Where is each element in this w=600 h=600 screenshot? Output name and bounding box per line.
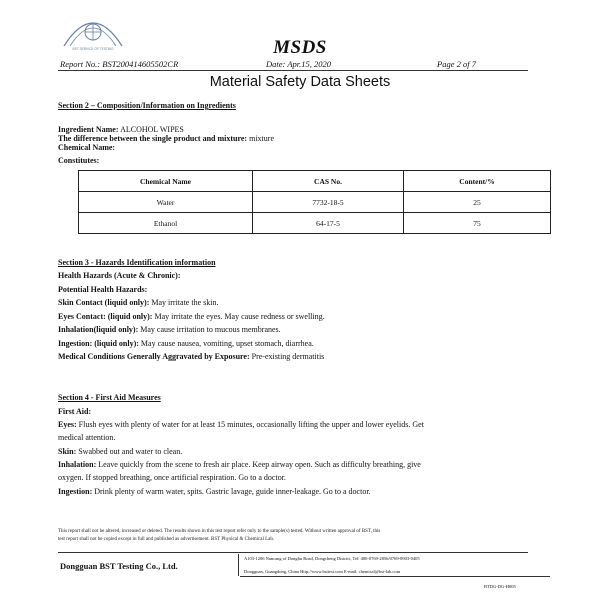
table-row [79, 192, 551, 213]
ingestion-aid-label: Ingestion: [58, 487, 93, 496]
section-3-heading: Section 3 - Hazards Identification information [58, 258, 216, 267]
medical-conditions-label: Medical Conditions Generally Aggravated by Exposure: [58, 352, 250, 361]
ingredient-value: ALCOHOL WIPES [118, 125, 184, 134]
skin-contact-text: May irritate the skin. [149, 298, 219, 307]
potential-hazards-label: Potential Health Hazards: [58, 285, 148, 294]
header-divider [58, 70, 528, 71]
ingredient-label: Ingredient Name: [58, 125, 119, 134]
skin-contact-line [58, 298, 218, 307]
table-cell: 25 [404, 192, 551, 213]
eyes-contact-line [58, 312, 325, 321]
footer-disclaimer: This report shall not be altered, increased or deleted. The results shown in this test report refer only to the sample(s) tested. Without written approval of BST, this [58, 529, 381, 534]
table-header: CAS No. [253, 171, 404, 192]
eyes-aid-text-cont: medical attention. [58, 433, 116, 442]
eyes-aid-line [58, 420, 424, 429]
skin-aid-line [58, 447, 182, 456]
composition-table [78, 170, 551, 234]
eyes-contact-label: Eyes Contact: (liquid only): [58, 312, 153, 321]
inhalation-line [58, 325, 281, 334]
table-cell: 7732-18-5 [253, 192, 404, 213]
difference-label: The difference between the single product and mixture: [58, 134, 248, 143]
first-aid-label: First Aid: [58, 407, 92, 416]
ingestion-aid-text: Drink plenty of warm water, spits. Gastric lavage, guide inner-leakage. Go to a doctor. [92, 487, 371, 496]
eyes-aid-text: Flush eyes with plenty of water for at least 15 minutes, occasionally lifting the upper and lower eyelids. Get [76, 420, 424, 429]
inhalation-aid-line [58, 460, 421, 469]
medical-conditions-line [58, 352, 324, 361]
footer-form-code: BTDG-DG-H005 [484, 584, 516, 589]
section-4-heading: Section 4 - First Aid Measures [58, 393, 161, 402]
table-cell: 64-17-5 [253, 213, 404, 234]
footer-address [244, 556, 564, 574]
inhalation-aid-label: Inhalation: [58, 460, 97, 469]
footer-vertical-divider [238, 554, 239, 576]
ingestion-label: Ingestion: (liquid only): [58, 339, 139, 348]
skin-contact-label: Skin Contact (liquid only): [58, 298, 150, 307]
footer-address-underline [240, 576, 550, 577]
inhalation-aid-text: Leave quickly from the scene to fresh air place. Keep airway open. Such as difficulty breathing, give [96, 460, 421, 469]
footer-company: Dongguan BST Testing Co., Ltd. [60, 561, 178, 571]
table-cell: 75 [404, 213, 551, 234]
eyes-contact-text: May irritate the eyes. May cause redness or swelling. [152, 312, 325, 321]
ingredient-name [58, 125, 184, 134]
inhalation-aid-text-cont: oxygen. If stopped breathing, once artificial respiration. Go to a doctor. [58, 473, 286, 482]
page-indicator: Page 2 of 7 [437, 59, 476, 69]
logo-text: BST SERVICE OF TESTING [72, 47, 114, 51]
ingestion-line [58, 339, 314, 348]
inhalation-label: Inhalation(liquid only): [58, 325, 139, 334]
document-title: Material Safety Data Sheets [209, 74, 391, 90]
table-cell: Ethanol [79, 213, 253, 234]
eyes-aid-label: Eyes: [58, 420, 77, 429]
ingestion-aid-line [58, 487, 371, 496]
health-hazards-label: Health Hazards (Acute & Chronic): [58, 271, 181, 280]
footer-address-line-1: A103-1206 Nancang of Donghu Road, Dongcheng District, Tel: 400-0769-2856/0769-8903-0405 [244, 556, 420, 561]
inhalation-text: May cause irritation to mucous membranes. [138, 325, 281, 334]
table-header: Content/% [404, 171, 551, 192]
footer-disclaimer-cont: test report shall not be copied except in full and published as advertisement. BST Physical & Chemical Lab. [58, 537, 275, 542]
medical-conditions-text: Pre-existing dermatitis [249, 352, 325, 361]
table-row [79, 213, 551, 234]
table-header-row [79, 171, 551, 192]
table-cell: Water [79, 192, 253, 213]
report-date: Date: Apr.15, 2020 [266, 59, 332, 69]
table-header: Chemical Name [79, 171, 253, 192]
difference-value: mixture [247, 134, 274, 143]
skin-aid-text: Swabbed out and water to clean. [76, 447, 183, 456]
report-number: Report No.: BST200414605502CR [60, 59, 179, 69]
skin-aid-label: Skin: [58, 447, 77, 456]
ingestion-text: May cause nausea, vomiting, upset stomach, diarrhea. [138, 339, 314, 348]
section-2-heading: Section 2 – Composition/Information on Ingredients [58, 101, 236, 110]
header-title: MSDS [273, 37, 327, 58]
difference-line [58, 134, 274, 143]
constitutes-label: Constitutes: [58, 156, 100, 165]
footer-address-line-2: Dongguan, Guangdong, China Http://www.bsttest.com E-mail: chemical@bst-lab.com [244, 569, 401, 574]
footer-divider [58, 552, 528, 553]
chemical-name-label: Chemical Name: [58, 143, 116, 152]
